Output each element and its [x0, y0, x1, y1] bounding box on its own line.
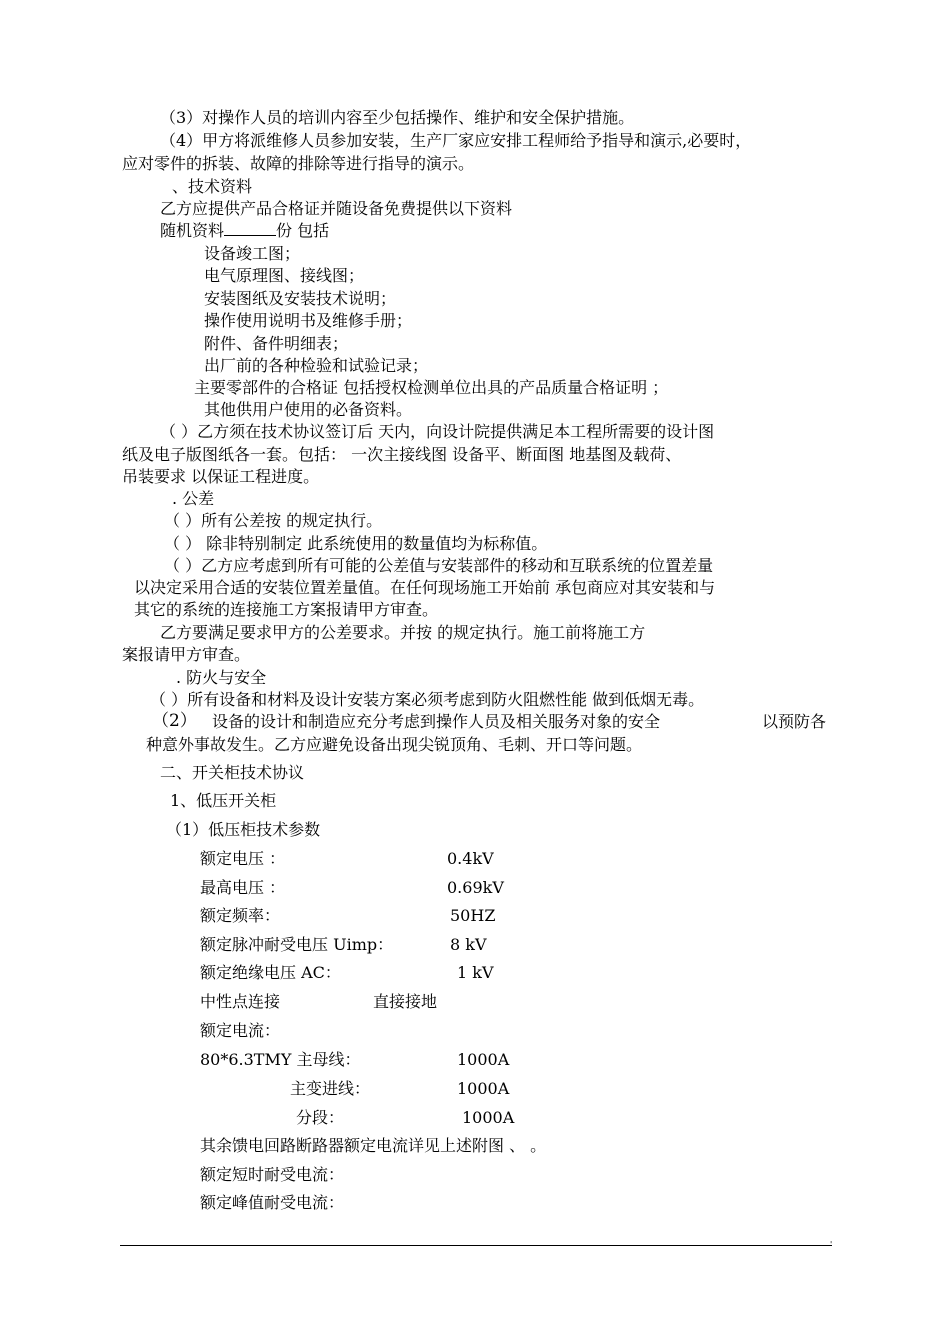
paragraph-line: 以预防各	[762, 712, 827, 731]
param-value: 1000A	[457, 1050, 510, 1069]
paragraph-line	[160, 221, 329, 241]
paragraph-line: 乙方应提供产品合格证并随设备免费提供以下资料	[160, 199, 513, 218]
param-value: 直接接地	[373, 992, 438, 1011]
paragraph-line: 案报请甲方审查。	[122, 645, 251, 664]
param-value: 1 kV	[457, 963, 494, 982]
paragraph-line: 设备的设计和制造应充分考虑到操作人员及相关服务对象的安全	[212, 712, 661, 731]
param-label: 分段：	[296, 1108, 345, 1127]
section-heading: 、技术资料	[172, 177, 253, 196]
param-label: 额定频率：	[200, 906, 281, 925]
paragraph-line: 纸及电子版图纸各一套。包括： 一次主接线图 设备平、断面图 地基图及载荷、	[122, 445, 682, 464]
param-label: 额定峰值耐受电流：	[200, 1193, 345, 1212]
text-fragment: 随机资料	[160, 221, 225, 240]
footer-rule	[120, 1245, 832, 1246]
list-item: 附件、备件明细表；	[204, 334, 349, 353]
paragraph-line: 乙方要满足要求甲方的公差要求。并按 的规定执行。施工前将施工方	[160, 623, 646, 642]
param-label: 额定绝缘电压 AC：	[200, 963, 341, 982]
param-label: 额定电压 ：	[200, 849, 286, 868]
text-fragment: 份 包括	[276, 221, 330, 240]
list-item: 其他供用户使用的必备资料。	[204, 400, 413, 419]
paragraph-line: 吊装要求 以保证工程进度。	[122, 467, 320, 486]
section-heading: . 防火与安全	[176, 668, 267, 687]
chapter-heading: 二、开关柜技术协议	[160, 763, 305, 782]
paragraph-line: （ ）乙方应考虑到所有可能的公差值与安装部件的移动和互联系统的位置差量	[164, 556, 714, 575]
section-heading: 1、低压开关柜	[170, 791, 277, 810]
param-label: 额定脉冲耐受电压 Uimp：	[200, 935, 394, 954]
paragraph-line: （ ） 除非特别制定 此系统使用的数量值均为标称值。	[164, 534, 548, 553]
param-value: 0.4kV	[447, 849, 494, 868]
list-item: 电气原理图、接线图；	[204, 266, 365, 285]
param-value: 8 kV	[450, 935, 487, 954]
param-label: 其余馈电回路断路器额定电流详见上述附图 、 。	[200, 1136, 547, 1155]
paragraph-line: （ ）所有公差按 的规定执行。	[164, 511, 383, 530]
paragraph-line: 其它的系统的连接施工方案报请甲方审查。	[134, 600, 439, 619]
param-label: 额定电流：	[200, 1021, 281, 1040]
paragraph-line: （ ）乙方须在技术协议签订后 天内，向设计院提供满足本工程所需要的设计图	[160, 422, 715, 441]
paragraph-number: （2）	[152, 711, 197, 731]
paragraph-line: 种意外事故发生。乙方应避免设备出现尖锐顶角、毛刺、开口等问题。	[146, 735, 643, 754]
section-heading: . 公差	[172, 489, 215, 508]
param-label: 主变进线：	[290, 1079, 371, 1098]
param-value: 50HZ	[450, 906, 496, 925]
param-label: 中性点连接	[200, 992, 281, 1011]
fill-in-blank	[224, 221, 276, 236]
list-item: 设备竣工图；	[204, 244, 301, 263]
paragraph-line: 以决定采用合适的安装位置差量值。在任何现场施工开始前 承包商应对其安装和与	[134, 578, 716, 597]
paragraph-line: （4）甲方将派维修人员参加安装，生产厂家应安排工程师给予指导和演示,必要时，	[160, 131, 752, 150]
list-item: 操作使用说明书及维修手册；	[204, 311, 413, 330]
param-label: 80*6.3TMY 主母线：	[200, 1050, 361, 1069]
param-value: 1000A	[462, 1108, 515, 1127]
param-label: 额定短时耐受电流：	[200, 1165, 345, 1184]
list-item: 出厂前的各种检验和试验记录；	[204, 356, 429, 375]
list-item: 主要零部件的合格证 包括授权检测单位出具的产品质量合格证明 ；	[194, 378, 669, 397]
param-value: 1000A	[457, 1079, 510, 1098]
param-label: 最高电压 ：	[200, 878, 286, 897]
paragraph-line: 应对零件的拆装、故障的排除等进行指导的演示。	[122, 154, 475, 173]
param-value: 0.69kV	[447, 878, 504, 897]
list-item: 安装图纸及安装技术说明；	[204, 289, 397, 308]
footer-mark: '	[830, 1240, 833, 1249]
subsection-heading: （1）低压柜技术参数	[166, 820, 321, 839]
paragraph-line: （3）对操作人员的培训内容至少包括操作、维护和安全保护措施。	[160, 108, 635, 127]
paragraph-line: （ ）所有设备和材料及设计安装方案必须考虑到防火阻燃性能 做到低烟无毒。	[150, 690, 705, 709]
